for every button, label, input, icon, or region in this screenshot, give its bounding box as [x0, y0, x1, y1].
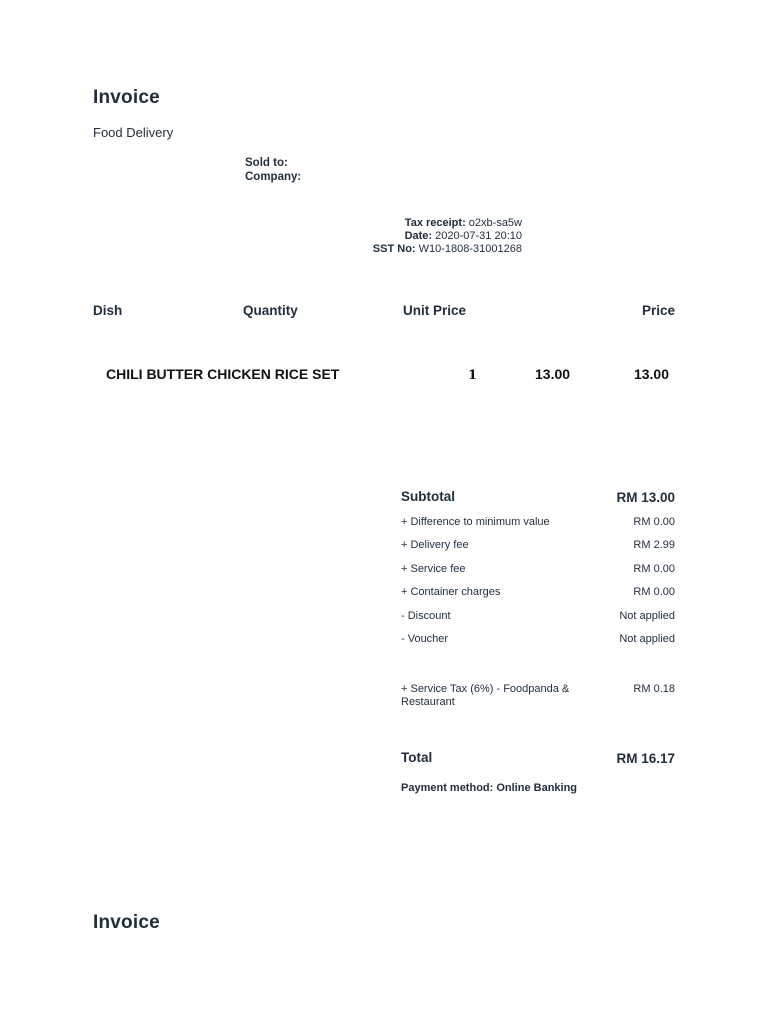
date-label: Date: [404, 230, 433, 242]
summary-line-label: + Container charges [401, 586, 501, 598]
summary-line [401, 633, 675, 647]
total-row [401, 751, 675, 769]
col-header-unit-price: Unit Price [403, 303, 467, 318]
row-unit-price: 13.00 [535, 366, 571, 382]
invoice-title: Invoice [93, 87, 160, 108]
summary-line-label: - Discount [401, 610, 451, 622]
company-label: Company: [245, 171, 302, 183]
sold-to-label: Sold to: [245, 157, 288, 169]
summary-line-value: RM 2.99 [633, 539, 675, 551]
summary-line-value: RM 0.00 [633, 586, 675, 598]
summary-line [401, 539, 675, 553]
sst-value: W10-1808-31001268 [418, 243, 522, 255]
sst-line [322, 243, 522, 256]
summary-line-label: + Service fee [401, 563, 466, 575]
service-tax-label: + Service Tax (6%) - Foodpanda & Restaurant [401, 683, 570, 708]
summary-line [401, 610, 675, 624]
service-tax-value: RM 0.18 [633, 683, 675, 695]
total-label: Total [401, 750, 433, 765]
col-header-quantity: Quantity [243, 303, 298, 318]
col-header-price: Price [641, 303, 675, 318]
summary-line-label: + Delivery fee [401, 539, 469, 551]
date-line [322, 230, 522, 243]
summary-line-label: + Difference to minimum value [401, 516, 550, 528]
second-invoice-title: Invoice [93, 912, 160, 933]
row-dish: CHILI BUTTER CHICKEN RICE SET [106, 366, 340, 382]
total-value: RM 16.17 [616, 751, 675, 766]
row-price: 13.00 [633, 366, 669, 382]
summary-line [401, 563, 675, 577]
summary-line [401, 516, 675, 530]
col-header-dish: Dish [93, 303, 123, 318]
tax-receipt-value: o2xb-sa5w [468, 217, 522, 229]
summary-line [401, 586, 675, 600]
receipt-meta [322, 217, 522, 256]
subtotal-value: RM 13.00 [616, 490, 675, 505]
tax-receipt-label: Tax receipt: [404, 217, 466, 229]
date-value: 2020-07-31 20:10 [435, 230, 522, 242]
subtotal-row [401, 490, 675, 508]
row-quantity: 1 [468, 368, 478, 383]
summary-line-value: RM 0.00 [633, 563, 675, 575]
summary-line-value: RM 0.00 [633, 516, 675, 528]
subtotal-label: Subtotal [401, 489, 455, 504]
payment-method: Payment method: Online Banking [401, 782, 578, 794]
service-tax-row [401, 683, 675, 711]
tax-receipt-line [322, 217, 522, 230]
summary-line-value: Not applied [619, 610, 675, 622]
summary-line-label: - Voucher [401, 633, 449, 645]
summary-line-value: Not applied [619, 633, 675, 645]
invoice-subtitle: Food Delivery [93, 125, 174, 140]
sst-label: SST No: [372, 243, 416, 255]
